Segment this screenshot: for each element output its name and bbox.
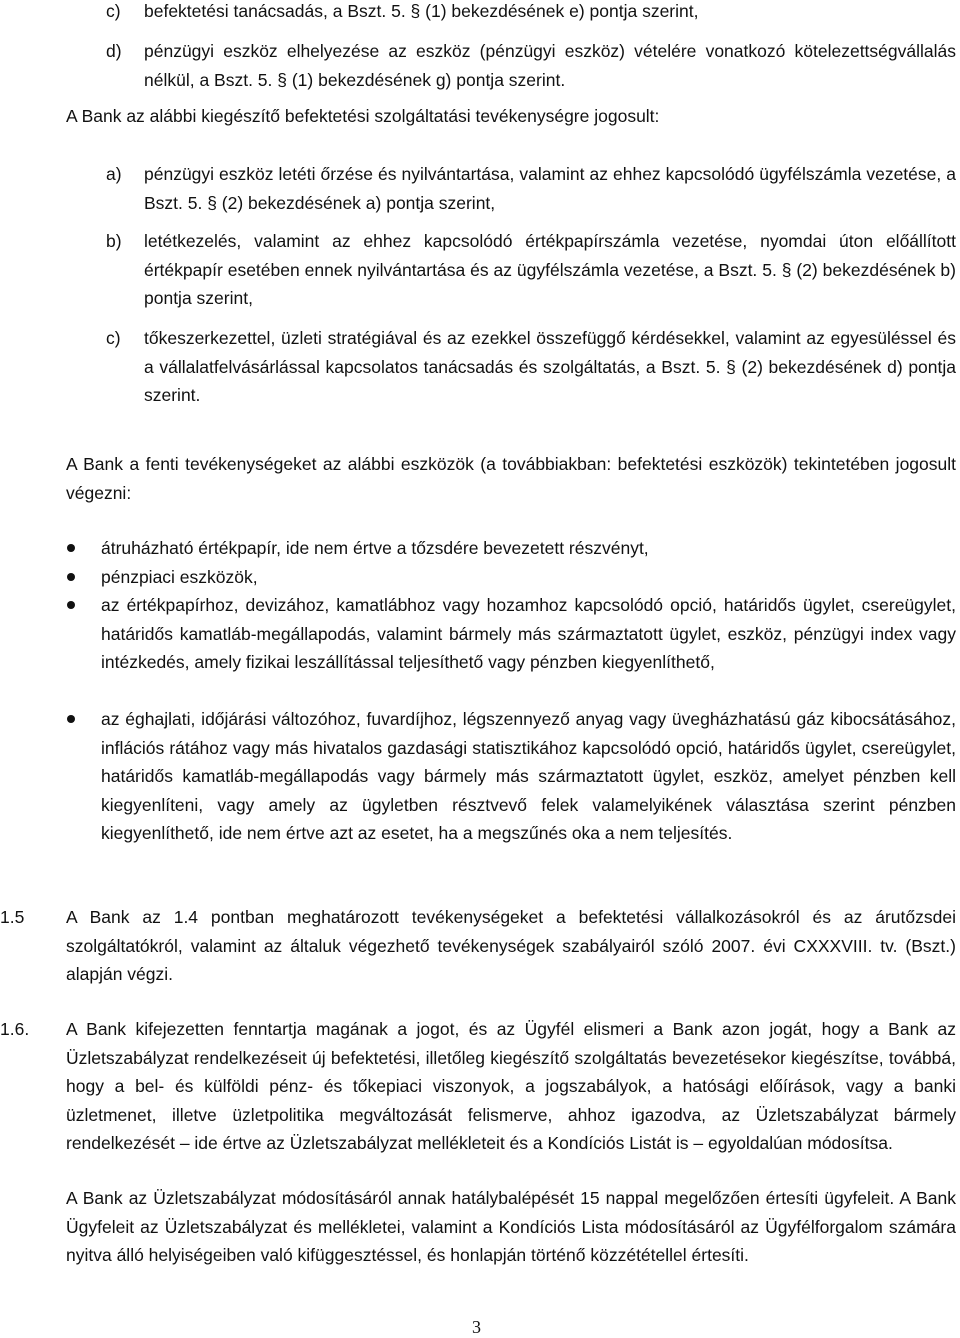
bullet-icon [67,601,75,609]
list-label: a) [106,164,122,184]
instrument-item [101,705,956,848]
instruments-intro: A Bank a fenti tevékenységeket az alábbi eszközök (a továbbiakban: befektetési eszközök) tekintetében jogosult végezni: [66,454,956,503]
list-text: pénzügyi eszköz letéti őrzése és nyilvántartása, valamint az ehhez kapcsolódó ügyfélszámla vezetése, a Bszt. 5. § (2) bekezdésének a) pontja szerint, [144,164,956,213]
list-text: befektetési tanácsadás, a Bszt. 5. § (1) bekezdésének e) pontja szerint, [144,1,699,21]
section-text-continued: A Bank az Üzletszabályzat módosításáról annak hatálybalépését 15 nappal megelőzően értesíti ügyfeleit. A Bank Ügyfeleit az Üzletszabályzat és mellékletei, valamint a Kondíciós Lista módosításáról az Ügyfélforgalom számára nyitva álló helyiségeiben való kifüggesztéssel, és honlapján történő közzététellel értesíti. [66,1188,956,1265]
section-text: A Bank kifejezetten fenntartja magának a jogot, és az Ügyfél elismeri a Bank azon jogát, hogy a Bank az Üzletszabályzat rendelkezéseit új befektetési, illetőleg kiegészítő szolgáltatás bevezetésekor kiegészítse, továbbá, hogy a bel- és külföldi pénz- és tőkepiaci viszonyok, a jogszabályok, a hatósági előírások, vagy a banki üzletmenet, illetve üzletpolitika megváltozását felismerve, ahhoz igazodva, az Üzletszabályzat bármely rendelkezését – ide értve az Üzletszabályzat mellékleteit és a Kondíciós Listát is – egyoldalúan módosítsa. [66,1019,956,1153]
list-text: tőkeszerkezettel, üzleti stratégiával és az ezekkel összefüggő kérdésekkel, valamint az egyesüléssel és a vállalatfelvásárlással kapcsolatos tanácsadás és szolgáltatás, a Bszt. 5. § (2) bekezdésének d) pontja szerint. [144,328,956,405]
instrument-item [101,591,956,677]
bullet-icon [67,573,75,581]
section-text: A Bank az 1.4 pontban meghatározott tevékenységeket a befektetési vállalkozásokról és az árutőzsdei szolgáltatókról, valamint az általuk végezhető tevékenységek szabályairól szóló 2007. évi CXXXVIII. tv. (Bszt.) alapján végzi. [66,907,956,984]
supplementary-intro: A Bank az alábbi kiegészítő befektetési szolgáltatási tevékenységre jogosult: [66,106,660,126]
instrument-text: pénzpiaci eszközök, [101,567,258,587]
page-number: 3 [472,1317,481,1337]
list-label: b) [106,231,122,251]
instrument-text: az éghajlati, időjárási változóhoz, fuvardíjhoz, légszennyező anyag vagy üvegházhatású gáz kibocsátásához, inflációs rátához vagy más hivatalos gazdasági statisztikához kapcsolódó opció, határidős ügylet, csereügylet, határidős kamatláb-megállapodás vagy bármely más származtatott ügylet, eszköz, amelyet pénzben kell kiegyenlíteni, vagy amely az ügyletben résztvevő felek valamelyikének választása szerint pénzben kiegyenlíthető, ide nem értve azt az esetet, ha a megszűnés oka a nem teljesítés. [101,709,956,843]
bullet-icon [67,715,75,723]
instrument-text: az értékpapírhoz, devizához, kamatlábhoz vagy hozamhoz kapcsolódó opció, határidős ügylet, csereügylet, határidős kamatláb-megállapodás, valamint bármely más származtatott ügylet, eszköz, pénzügyi index vagy intézkedés, amely fizikai leszállítással teljesíthető vagy pénzben kiegyenlíthető, [101,595,956,672]
supplementary-item-a [106,160,956,217]
top-list-item-c [106,0,956,26]
bullet-icon [67,544,75,552]
list-label: d) [106,41,122,61]
list-text: letétkezelés, valamint az ehhez kapcsolódó értékpapírszámla vezetése, nyomdai úton előállított értékpapír esetében ennek nyilvántartása és az ügyfélszámla vezetése, a Bszt. 5. § (2) bekezdésének b) pontja szerint, [144,231,956,308]
list-label: c) [106,328,121,348]
list-text: pénzügyi eszköz elhelyezése az eszköz (pénzügyi eszköz) vételére vonatkozó kötelezettségvállalás nélkül, a Bszt. 5. § (1) bekezdésének g) pontja szerint. [144,41,956,90]
section-number: 1.6. [0,1019,30,1039]
top-list-item-d [106,37,956,94]
section-number: 1.5 [0,907,25,927]
supplementary-item-b [106,227,956,313]
supplementary-item-c [106,324,956,410]
instrument-text: átruházható értékpapír, ide nem értve a tőzsdére bevezetett részvényt, [101,538,649,558]
instrument-item [101,563,956,592]
list-label: c) [106,1,121,21]
instrument-item [101,534,956,563]
